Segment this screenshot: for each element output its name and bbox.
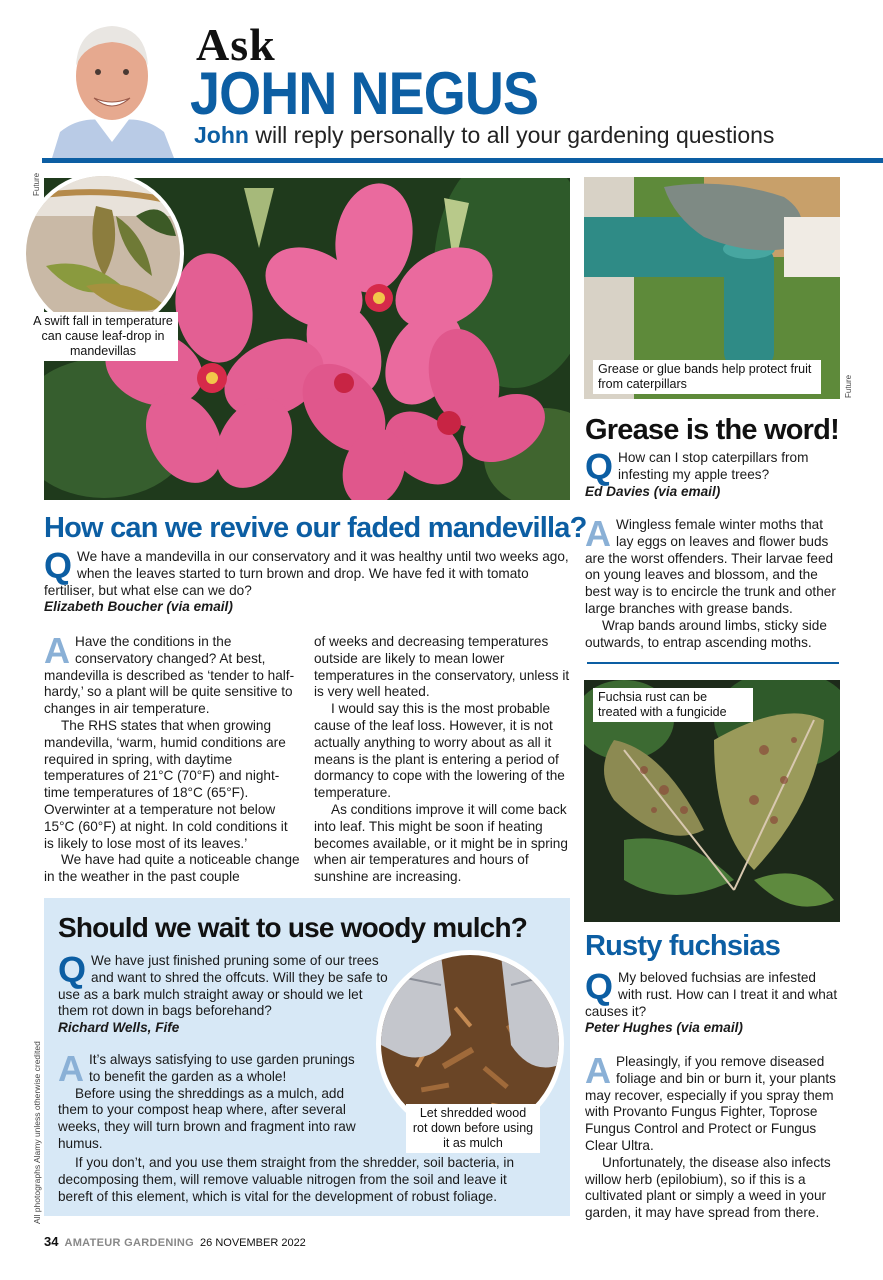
mandevilla-answer-p1: Have the conditions in the conservatory changed? At best, mandevilla is described as ‘tender to half-hardy,’ so a plant will be quite sensitive to changes in air temperature.: [44, 634, 295, 717]
answer-drop-a: A: [585, 1050, 611, 1091]
author-portrait: [42, 14, 182, 158]
grease-answer: [585, 513, 840, 651]
mandevilla-answer-p2: The RHS states that when growing mandevilla, ‘warm, humid conditions are required in spring, with daytime temperatures of 21°C (70°F) and night-time temperatures of 18°C (65°F). Overwinter at a temperature not below 15°C (60°F) at night. In cold conditions it is likely to lose most of its leaves.’: [44, 717, 288, 851]
fuchsia-answer: [585, 1050, 840, 1222]
ask-label: Ask: [196, 19, 276, 70]
mulch-caption: Let shredded wood rot down before using it as mulch: [406, 1104, 540, 1153]
question-drop-q: Q: [585, 446, 614, 487]
mulch-question-text: We have just finished pruning some of our trees and want to shred the offcuts. Will they be safe to use as a bark mulch straight away or should we let them rot down in bags beforehand?: [58, 953, 388, 1019]
fuchsia-caption: Fuchsia rust can be treated with a fungicide: [593, 688, 753, 722]
mandevilla-answer-p4: of weeks and decreasing temperatures outside are likely to mean lower temperatures in the conservatory, unless it is very well heated.: [314, 634, 570, 700]
issue-date: 26 NOVEMBER 2022: [200, 1237, 306, 1249]
photo-credit-future-left: Future: [32, 172, 41, 196]
grease-asker: Ed Davies (via email): [585, 483, 721, 499]
mandevilla-answer-p5: I would say this is the most probable cause of the leaf loss. However, it is not actually anything to worry about as all it means is the plant is entering a period of dormancy to cope with the lowering of the temperature.: [314, 701, 565, 801]
grease-question: [585, 446, 840, 500]
grease-question-text: How can I stop caterpillars from infesting my apple trees?: [618, 450, 809, 482]
grease-headline: Grease is the word!: [585, 414, 839, 446]
answer-drop-a: A: [44, 630, 70, 671]
question-drop-q: Q: [585, 966, 614, 1007]
grease-caption: Grease or glue bands help protect fruit from caterpillars: [593, 360, 821, 394]
question-drop-q: Q: [58, 949, 87, 990]
leaf-drop-caption: A swift fall in temperature can cause leaf-drop in mandevillas: [28, 312, 178, 361]
photo-credit-future-right: Future: [844, 374, 853, 398]
mandevilla-question: [44, 545, 570, 616]
header-rule: [42, 158, 883, 163]
mulch-answer-p1: It’s always satisfying to use garden prunings to benefit the garden as a whole!: [89, 1052, 355, 1084]
page-footer: [44, 1234, 306, 1249]
answer-drop-a: A: [585, 513, 611, 554]
mandevilla-answer-p3: We have had quite a noticeable change in the weather in the past couple: [44, 852, 300, 885]
mandevilla-headline: How can we revive our faded mandevilla?: [44, 512, 587, 544]
mandevilla-asker: Elizabeth Boucher (via email): [44, 599, 233, 615]
columnist-name: JOHN NEGUS: [190, 60, 539, 127]
leaf-drop-inset-photo: [22, 172, 184, 334]
answer-drop-a: A: [58, 1048, 84, 1089]
mulch-asker: Richard Wells, Fife: [58, 1020, 180, 1036]
fuchsia-question: [585, 966, 840, 1037]
fuchsia-question-text: My beloved fuchsias are infested with rust. How can I treat it and what causes it?: [585, 970, 838, 1019]
magazine-name: AMATEUR GARDENING: [64, 1237, 195, 1249]
photo-credit-alamy: All photographs Alamy unless otherwise credited: [32, 1041, 42, 1224]
fuchsia-answer-p2: Unfortunately, the disease also infects willow herb (epilobium), so if this is a cultivated plant or simply a weed in your garden, it may have spread from there.: [585, 1154, 831, 1221]
mulch-answer-p2: Before using the shreddings as a mulch, add them to your compost heap where, after several weeks, they will turn brown and fragment into raw humus.: [58, 1085, 356, 1151]
mandevilla-answer-col1: [44, 630, 300, 886]
grease-section-rule: [587, 662, 839, 664]
tagline-text: will reply personally to all your gardening questions: [255, 122, 775, 148]
tagline-name: John: [194, 122, 249, 148]
mandevilla-answer-col2: [314, 634, 570, 886]
fuchsia-asker: Peter Hughes (via email): [585, 1020, 743, 1036]
fuchsia-answer-p1: Pleasingly, if you remove diseased foliage and bin or burn it, your plants may recover, especially if you spray them with Provanto Fungus Fighter, Toprose Fungus Control and Protect or Fungus Clear Ultra.: [585, 1054, 836, 1153]
tagline: [194, 121, 774, 149]
grease-answer-p1: Wingless female winter moths that lay eggs on leaves and flower buds are the worst offenders. Their larvae feed on young leaves and blossom, and the best way is to encircle the trunk and other large branches with grease bands.: [585, 517, 836, 616]
mandevilla-answer-p6: As conditions improve it will come back into leaf. This might be soon if heating becomes available, or it might be in spring when air temperatures and hours of sunshine are increasing.: [314, 801, 568, 885]
mulch-answer: [58, 1048, 363, 1153]
fuchsia-headline: Rusty fuchsias: [585, 930, 781, 962]
mulch-answer-p3: If you don’t, and you use them straight from the shredder, soil bacteria, in decomposing them, will remove valuable nitrogen from the soil and leave it bereft of this element, which is vital for the development of robust foliage.: [58, 1155, 515, 1204]
page-number: 34: [44, 1234, 59, 1249]
mulch-question: [58, 949, 388, 1037]
question-drop-q: Q: [44, 545, 73, 586]
mulch-answer-cont: [58, 1155, 528, 1205]
mandevilla-question-text: We have a mandevilla in our conservatory and it was healthy until two weeks ago, when the leaves started to turn brown and drop. We have fed it with tomato fertiliser, but what else can we do?: [44, 549, 569, 598]
grease-answer-p2: Wrap bands around limbs, sticky side outwards, to entrap ascending moths.: [585, 617, 827, 650]
mulch-headline: Should we wait to use woody mulch?: [58, 912, 528, 943]
